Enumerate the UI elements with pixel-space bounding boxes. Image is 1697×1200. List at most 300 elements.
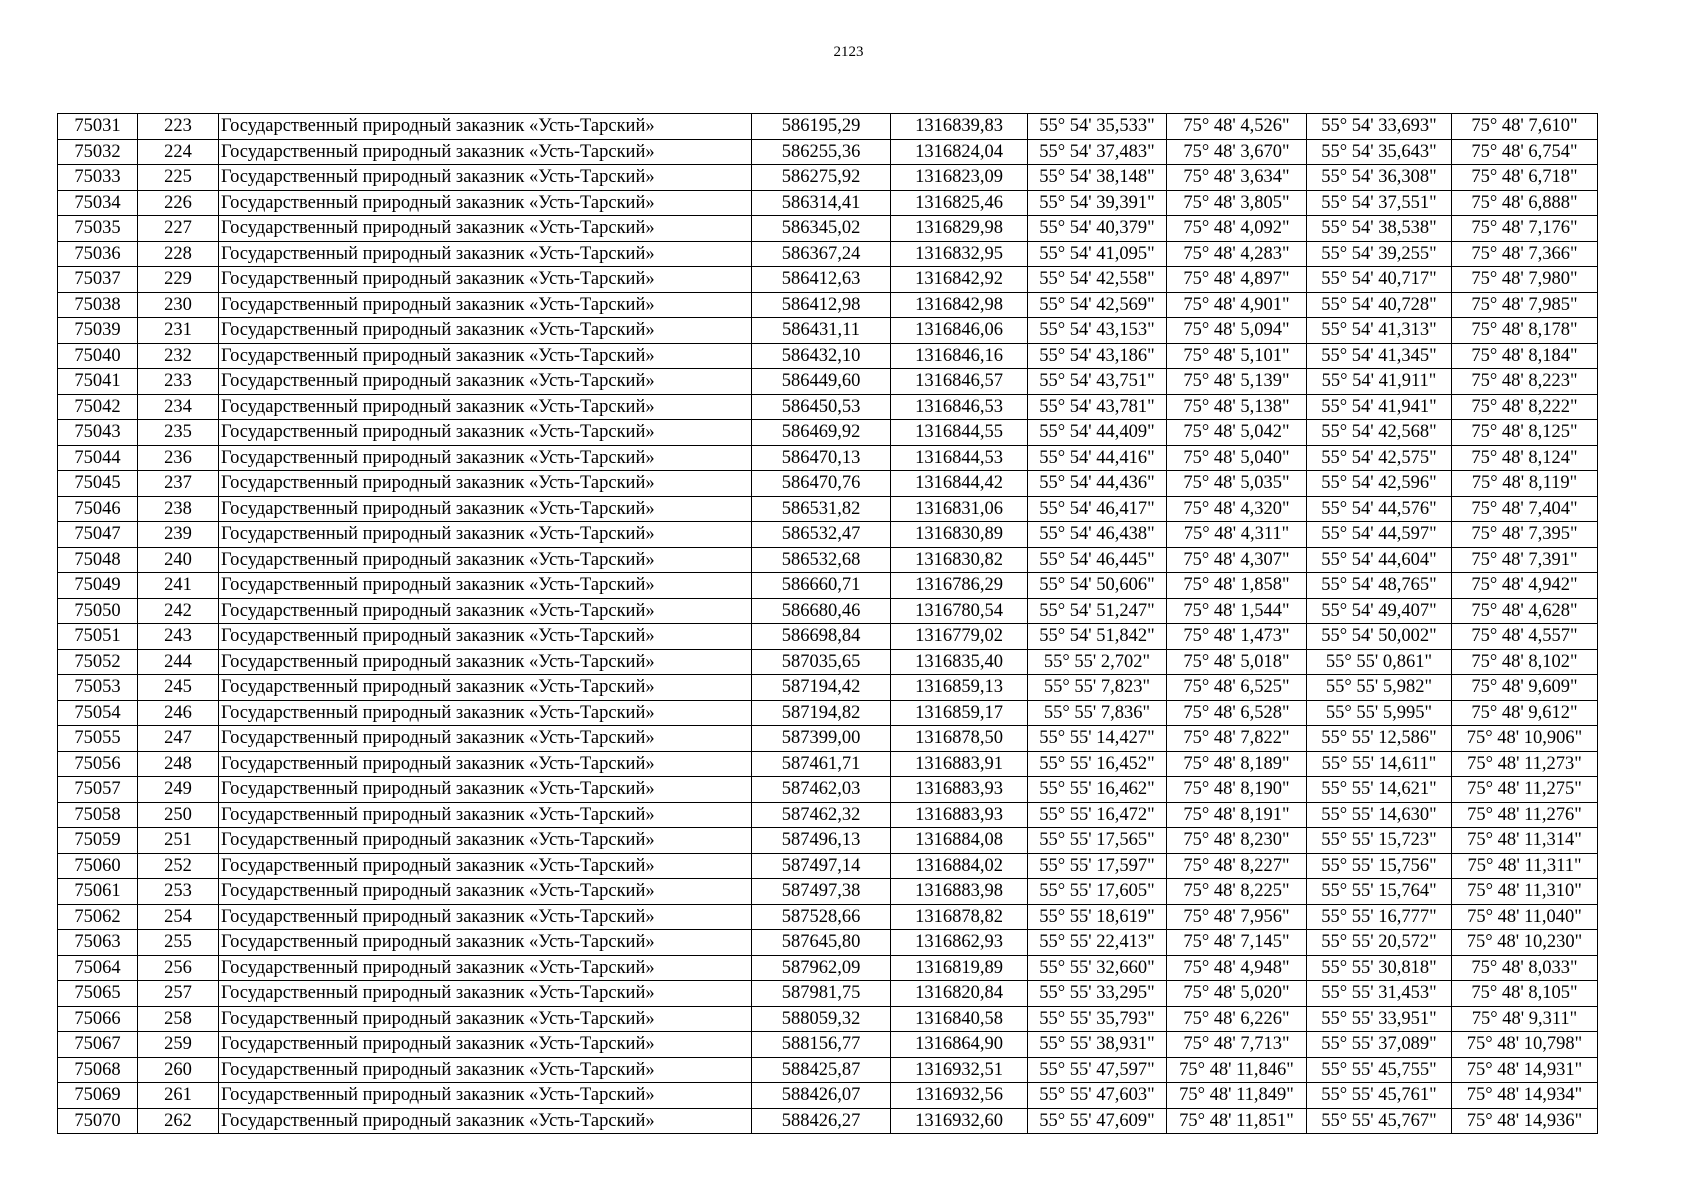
x-coord-cell: 587528,66 [752, 904, 891, 930]
row-id-cell: 75043 [58, 420, 138, 446]
table-row [58, 624, 1598, 650]
x-coord-cell: 587981,75 [752, 981, 891, 1007]
lat-1-cell: 55° 55' 18,619" [1028, 904, 1167, 930]
x-coord-cell: 587035,65 [752, 649, 891, 675]
lon-2-cell: 75° 48' 14,931" [1452, 1057, 1598, 1083]
y-coord-cell: 1316846,53 [891, 394, 1028, 420]
lon-2-cell: 75° 48' 7,176" [1452, 216, 1598, 242]
y-coord-cell: 1316824,04 [891, 139, 1028, 165]
lon-1-cell: 75° 48' 11,851" [1167, 1108, 1307, 1134]
table-row [58, 930, 1598, 956]
object-name-cell: Государственный природный заказник «Усть-Тарский» [219, 1108, 752, 1134]
table-body [58, 114, 1598, 1134]
lat-1-cell: 55° 55' 7,836" [1028, 700, 1167, 726]
lat-1-cell: 55° 55' 7,823" [1028, 675, 1167, 701]
table-row [58, 726, 1598, 752]
x-coord-cell: 587194,82 [752, 700, 891, 726]
row-id-cell: 75039 [58, 318, 138, 344]
y-coord-cell: 1316786,29 [891, 573, 1028, 599]
y-coord-cell: 1316839,83 [891, 114, 1028, 140]
object-name-cell: Государственный природный заказник «Усть-Тарский» [219, 445, 752, 471]
table-row [58, 394, 1598, 420]
lat-2-cell: 55° 55' 12,586" [1307, 726, 1452, 752]
lat-1-cell: 55° 55' 33,295" [1028, 981, 1167, 1007]
lon-2-cell: 75° 48' 11,275" [1452, 777, 1598, 803]
lon-1-cell: 75° 48' 4,897" [1167, 267, 1307, 293]
table-row [58, 1057, 1598, 1083]
point-number-cell: 245 [138, 675, 219, 701]
point-number-cell: 235 [138, 420, 219, 446]
lon-2-cell: 75° 48' 6,888" [1452, 190, 1598, 216]
y-coord-cell: 1316846,16 [891, 343, 1028, 369]
lat-1-cell: 55° 54' 35,533" [1028, 114, 1167, 140]
y-coord-cell: 1316779,02 [891, 624, 1028, 650]
y-coord-cell: 1316844,53 [891, 445, 1028, 471]
object-name-cell: Государственный природный заказник «Усть-Тарский» [219, 114, 752, 140]
table-row [58, 1006, 1598, 1032]
lat-1-cell: 55° 54' 46,417" [1028, 496, 1167, 522]
object-name-cell: Государственный природный заказник «Усть-Тарский» [219, 420, 752, 446]
x-coord-cell: 586470,76 [752, 471, 891, 497]
point-number-cell: 233 [138, 369, 219, 395]
x-coord-cell: 587399,00 [752, 726, 891, 752]
x-coord-cell: 588059,32 [752, 1006, 891, 1032]
lat-1-cell: 55° 55' 47,597" [1028, 1057, 1167, 1083]
x-coord-cell: 586195,29 [752, 114, 891, 140]
lon-2-cell: 75° 48' 14,936" [1452, 1108, 1598, 1134]
row-id-cell: 75046 [58, 496, 138, 522]
x-coord-cell: 587962,09 [752, 955, 891, 981]
object-name-cell: Государственный природный заказник «Усть-Тарский» [219, 649, 752, 675]
x-coord-cell: 586450,53 [752, 394, 891, 420]
lon-2-cell: 75° 48' 8,102" [1452, 649, 1598, 675]
table-row [58, 292, 1598, 318]
lat-1-cell: 55° 54' 41,095" [1028, 241, 1167, 267]
lat-2-cell: 55° 55' 15,723" [1307, 828, 1452, 854]
lat-1-cell: 55° 54' 42,558" [1028, 267, 1167, 293]
lon-2-cell: 75° 48' 7,391" [1452, 547, 1598, 573]
lat-2-cell: 55° 55' 31,453" [1307, 981, 1452, 1007]
object-name-cell: Государственный природный заказник «Усть-Тарский» [219, 853, 752, 879]
lon-1-cell: 75° 48' 7,713" [1167, 1032, 1307, 1058]
y-coord-cell: 1316829,98 [891, 216, 1028, 242]
lon-2-cell: 75° 48' 10,230" [1452, 930, 1598, 956]
row-id-cell: 75036 [58, 241, 138, 267]
row-id-cell: 75059 [58, 828, 138, 854]
table-row [58, 777, 1598, 803]
x-coord-cell: 587497,14 [752, 853, 891, 879]
object-name-cell: Государственный природный заказник «Усть-Тарский» [219, 1057, 752, 1083]
table-row [58, 267, 1598, 293]
y-coord-cell: 1316883,91 [891, 751, 1028, 777]
lon-1-cell: 75° 48' 8,230" [1167, 828, 1307, 854]
object-name-cell: Государственный природный заказник «Усть-Тарский» [219, 547, 752, 573]
lat-2-cell: 55° 54' 44,604" [1307, 547, 1452, 573]
y-coord-cell: 1316932,56 [891, 1083, 1028, 1109]
table-row [58, 955, 1598, 981]
table-row [58, 700, 1598, 726]
point-number-cell: 238 [138, 496, 219, 522]
row-id-cell: 75060 [58, 853, 138, 879]
row-id-cell: 75049 [58, 573, 138, 599]
row-id-cell: 75057 [58, 777, 138, 803]
lon-1-cell: 75° 48' 5,018" [1167, 649, 1307, 675]
row-id-cell: 75042 [58, 394, 138, 420]
point-number-cell: 234 [138, 394, 219, 420]
point-number-cell: 251 [138, 828, 219, 854]
y-coord-cell: 1316825,46 [891, 190, 1028, 216]
lat-2-cell: 55° 54' 42,568" [1307, 420, 1452, 446]
x-coord-cell: 586469,92 [752, 420, 891, 446]
y-coord-cell: 1316823,09 [891, 165, 1028, 191]
y-coord-cell: 1316831,06 [891, 496, 1028, 522]
lat-1-cell: 55° 55' 16,462" [1028, 777, 1167, 803]
point-number-cell: 259 [138, 1032, 219, 1058]
lat-1-cell: 55° 54' 44,416" [1028, 445, 1167, 471]
table-row [58, 1032, 1598, 1058]
lon-2-cell: 75° 48' 11,310" [1452, 879, 1598, 905]
lon-2-cell: 75° 48' 8,033" [1452, 955, 1598, 981]
point-number-cell: 244 [138, 649, 219, 675]
lat-1-cell: 55° 54' 43,153" [1028, 318, 1167, 344]
lon-2-cell: 75° 48' 6,754" [1452, 139, 1598, 165]
lat-1-cell: 55° 54' 37,483" [1028, 139, 1167, 165]
table-row [58, 496, 1598, 522]
lat-2-cell: 55° 54' 36,308" [1307, 165, 1452, 191]
row-id-cell: 75064 [58, 955, 138, 981]
lat-2-cell: 55° 54' 42,596" [1307, 471, 1452, 497]
lat-1-cell: 55° 54' 40,379" [1028, 216, 1167, 242]
x-coord-cell: 586431,11 [752, 318, 891, 344]
lon-2-cell: 75° 48' 4,628" [1452, 598, 1598, 624]
lat-2-cell: 55° 55' 45,761" [1307, 1083, 1452, 1109]
lat-2-cell: 55° 54' 38,538" [1307, 216, 1452, 242]
row-id-cell: 75037 [58, 267, 138, 293]
lat-2-cell: 55° 54' 40,728" [1307, 292, 1452, 318]
table-row [58, 802, 1598, 828]
row-id-cell: 75065 [58, 981, 138, 1007]
lat-1-cell: 55° 55' 35,793" [1028, 1006, 1167, 1032]
lat-2-cell: 55° 55' 37,089" [1307, 1032, 1452, 1058]
object-name-cell: Государственный природный заказник «Усть-Тарский» [219, 1032, 752, 1058]
table-row [58, 1108, 1598, 1134]
lat-2-cell: 55° 54' 44,597" [1307, 522, 1452, 548]
x-coord-cell: 586532,47 [752, 522, 891, 548]
table-row [58, 904, 1598, 930]
lon-1-cell: 75° 48' 4,901" [1167, 292, 1307, 318]
point-number-cell: 223 [138, 114, 219, 140]
point-number-cell: 261 [138, 1083, 219, 1109]
lon-2-cell: 75° 48' 4,557" [1452, 624, 1598, 650]
lon-1-cell: 75° 48' 1,544" [1167, 598, 1307, 624]
lon-1-cell: 75° 48' 8,190" [1167, 777, 1307, 803]
lat-1-cell: 55° 54' 44,436" [1028, 471, 1167, 497]
table-row [58, 190, 1598, 216]
lon-2-cell: 75° 48' 7,395" [1452, 522, 1598, 548]
lat-2-cell: 55° 54' 48,765" [1307, 573, 1452, 599]
lon-2-cell: 75° 48' 4,942" [1452, 573, 1598, 599]
lat-2-cell: 55° 55' 16,777" [1307, 904, 1452, 930]
table-row [58, 598, 1598, 624]
y-coord-cell: 1316820,84 [891, 981, 1028, 1007]
lon-2-cell: 75° 48' 8,184" [1452, 343, 1598, 369]
point-number-cell: 247 [138, 726, 219, 752]
lat-1-cell: 55° 55' 47,609" [1028, 1108, 1167, 1134]
x-coord-cell: 586532,68 [752, 547, 891, 573]
lon-1-cell: 75° 48' 4,311" [1167, 522, 1307, 548]
row-id-cell: 75055 [58, 726, 138, 752]
row-id-cell: 75063 [58, 930, 138, 956]
x-coord-cell: 588426,27 [752, 1108, 891, 1134]
point-number-cell: 241 [138, 573, 219, 599]
x-coord-cell: 586412,98 [752, 292, 891, 318]
table-row [58, 165, 1598, 191]
object-name-cell: Государственный природный заказник «Усть-Тарский» [219, 675, 752, 701]
lon-1-cell: 75° 48' 8,189" [1167, 751, 1307, 777]
table-row [58, 343, 1598, 369]
lat-1-cell: 55° 54' 46,438" [1028, 522, 1167, 548]
lon-2-cell: 75° 48' 8,124" [1452, 445, 1598, 471]
lon-1-cell: 75° 48' 3,634" [1167, 165, 1307, 191]
object-name-cell: Государственный природный заказник «Усть-Тарский» [219, 522, 752, 548]
lat-1-cell: 55° 54' 43,751" [1028, 369, 1167, 395]
x-coord-cell: 586412,63 [752, 267, 891, 293]
lat-2-cell: 55° 55' 14,630" [1307, 802, 1452, 828]
lat-1-cell: 55° 54' 38,148" [1028, 165, 1167, 191]
point-number-cell: 228 [138, 241, 219, 267]
table-row [58, 547, 1598, 573]
point-number-cell: 230 [138, 292, 219, 318]
table-row [58, 981, 1598, 1007]
lat-2-cell: 55° 54' 49,407" [1307, 598, 1452, 624]
x-coord-cell: 586432,10 [752, 343, 891, 369]
lat-1-cell: 55° 54' 43,186" [1028, 343, 1167, 369]
y-coord-cell: 1316844,42 [891, 471, 1028, 497]
object-name-cell: Государственный природный заказник «Усть-Тарский» [219, 981, 752, 1007]
lon-1-cell: 75° 48' 1,473" [1167, 624, 1307, 650]
row-id-cell: 75033 [58, 165, 138, 191]
point-number-cell: 249 [138, 777, 219, 803]
object-name-cell: Государственный природный заказник «Усть-Тарский» [219, 955, 752, 981]
lon-2-cell: 75° 48' 7,985" [1452, 292, 1598, 318]
row-id-cell: 75050 [58, 598, 138, 624]
x-coord-cell: 586345,02 [752, 216, 891, 242]
row-id-cell: 75069 [58, 1083, 138, 1109]
lon-1-cell: 75° 48' 5,042" [1167, 420, 1307, 446]
row-id-cell: 75052 [58, 649, 138, 675]
lon-2-cell: 75° 48' 9,311" [1452, 1006, 1598, 1032]
lon-2-cell: 75° 48' 11,273" [1452, 751, 1598, 777]
lon-2-cell: 75° 48' 8,125" [1452, 420, 1598, 446]
lat-2-cell: 55° 55' 5,995" [1307, 700, 1452, 726]
lon-1-cell: 75° 48' 7,956" [1167, 904, 1307, 930]
lat-2-cell: 55° 54' 50,002" [1307, 624, 1452, 650]
x-coord-cell: 586314,41 [752, 190, 891, 216]
x-coord-cell: 587462,03 [752, 777, 891, 803]
lat-1-cell: 55° 54' 42,569" [1028, 292, 1167, 318]
object-name-cell: Государственный природный заказник «Усть-Тарский» [219, 700, 752, 726]
row-id-cell: 75031 [58, 114, 138, 140]
lon-1-cell: 75° 48' 4,092" [1167, 216, 1307, 242]
row-id-cell: 75068 [58, 1057, 138, 1083]
object-name-cell: Государственный природный заказник «Усть-Тарский» [219, 1083, 752, 1109]
x-coord-cell: 588156,77 [752, 1032, 891, 1058]
lon-2-cell: 75° 48' 7,366" [1452, 241, 1598, 267]
y-coord-cell: 1316884,02 [891, 853, 1028, 879]
table-row [58, 573, 1598, 599]
point-number-cell: 229 [138, 267, 219, 293]
lon-2-cell: 75° 48' 9,612" [1452, 700, 1598, 726]
x-coord-cell: 588425,87 [752, 1057, 891, 1083]
lat-1-cell: 55° 55' 32,660" [1028, 955, 1167, 981]
object-name-cell: Государственный природный заказник «Усть-Тарский» [219, 267, 752, 293]
point-number-cell: 246 [138, 700, 219, 726]
lon-2-cell: 75° 48' 10,906" [1452, 726, 1598, 752]
lon-2-cell: 75° 48' 7,610" [1452, 114, 1598, 140]
lat-2-cell: 55° 55' 33,951" [1307, 1006, 1452, 1032]
object-name-cell: Государственный природный заказник «Усть-Тарский» [219, 471, 752, 497]
point-number-cell: 260 [138, 1057, 219, 1083]
point-number-cell: 231 [138, 318, 219, 344]
object-name-cell: Государственный природный заказник «Усть-Тарский» [219, 216, 752, 242]
lat-2-cell: 55° 54' 44,576" [1307, 496, 1452, 522]
x-coord-cell: 586449,60 [752, 369, 891, 395]
lat-2-cell: 55° 54' 39,255" [1307, 241, 1452, 267]
point-number-cell: 250 [138, 802, 219, 828]
table-row [58, 369, 1598, 395]
lon-2-cell: 75° 48' 8,119" [1452, 471, 1598, 497]
lat-2-cell: 55° 55' 15,756" [1307, 853, 1452, 879]
point-number-cell: 243 [138, 624, 219, 650]
lon-2-cell: 75° 48' 7,980" [1452, 267, 1598, 293]
table-row [58, 879, 1598, 905]
lon-1-cell: 75° 48' 8,227" [1167, 853, 1307, 879]
y-coord-cell: 1316932,60 [891, 1108, 1028, 1134]
point-number-cell: 254 [138, 904, 219, 930]
table-row [58, 445, 1598, 471]
point-number-cell: 258 [138, 1006, 219, 1032]
row-id-cell: 75038 [58, 292, 138, 318]
y-coord-cell: 1316859,13 [891, 675, 1028, 701]
lon-2-cell: 75° 48' 8,105" [1452, 981, 1598, 1007]
x-coord-cell: 586698,84 [752, 624, 891, 650]
table-row [58, 853, 1598, 879]
lon-2-cell: 75° 48' 11,040" [1452, 904, 1598, 930]
row-id-cell: 75061 [58, 879, 138, 905]
lat-2-cell: 55° 55' 20,572" [1307, 930, 1452, 956]
point-number-cell: 232 [138, 343, 219, 369]
row-id-cell: 75056 [58, 751, 138, 777]
lat-2-cell: 55° 54' 40,717" [1307, 267, 1452, 293]
object-name-cell: Государственный природный заказник «Усть-Тарский» [219, 777, 752, 803]
table-row [58, 471, 1598, 497]
lon-2-cell: 75° 48' 14,934" [1452, 1083, 1598, 1109]
x-coord-cell: 586680,46 [752, 598, 891, 624]
lon-1-cell: 75° 48' 5,139" [1167, 369, 1307, 395]
point-number-cell: 237 [138, 471, 219, 497]
object-name-cell: Государственный природный заказник «Усть-Тарский» [219, 802, 752, 828]
row-id-cell: 75051 [58, 624, 138, 650]
y-coord-cell: 1316844,55 [891, 420, 1028, 446]
row-id-cell: 75044 [58, 445, 138, 471]
lon-1-cell: 75° 48' 4,307" [1167, 547, 1307, 573]
object-name-cell: Государственный природный заказник «Усть-Тарский» [219, 165, 752, 191]
y-coord-cell: 1316864,90 [891, 1032, 1028, 1058]
y-coord-cell: 1316859,17 [891, 700, 1028, 726]
object-name-cell: Государственный природный заказник «Усть-Тарский» [219, 624, 752, 650]
y-coord-cell: 1316819,89 [891, 955, 1028, 981]
x-coord-cell: 588426,07 [752, 1083, 891, 1109]
table-row [58, 114, 1598, 140]
table-row [58, 828, 1598, 854]
lat-2-cell: 55° 54' 41,941" [1307, 394, 1452, 420]
x-coord-cell: 586531,82 [752, 496, 891, 522]
x-coord-cell: 586275,92 [752, 165, 891, 191]
lon-1-cell: 75° 48' 4,320" [1167, 496, 1307, 522]
object-name-cell: Государственный природный заказник «Усть-Тарский» [219, 318, 752, 344]
lat-2-cell: 55° 54' 42,575" [1307, 445, 1452, 471]
lat-1-cell: 55° 55' 38,931" [1028, 1032, 1167, 1058]
row-id-cell: 75032 [58, 139, 138, 165]
x-coord-cell: 587194,42 [752, 675, 891, 701]
lat-2-cell: 55° 55' 30,818" [1307, 955, 1452, 981]
lon-2-cell: 75° 48' 9,609" [1452, 675, 1598, 701]
lon-1-cell: 75° 48' 6,528" [1167, 700, 1307, 726]
row-id-cell: 75035 [58, 216, 138, 242]
table-row [58, 751, 1598, 777]
point-number-cell: 252 [138, 853, 219, 879]
lon-1-cell: 75° 48' 5,020" [1167, 981, 1307, 1007]
object-name-cell: Государственный природный заказник «Усть-Тарский» [219, 573, 752, 599]
object-name-cell: Государственный природный заказник «Усть-Тарский» [219, 726, 752, 752]
object-name-cell: Государственный природный заказник «Усть-Тарский» [219, 190, 752, 216]
object-name-cell: Государственный природный заказник «Усть-Тарский» [219, 828, 752, 854]
lon-1-cell: 75° 48' 4,948" [1167, 955, 1307, 981]
row-id-cell: 75053 [58, 675, 138, 701]
lat-2-cell: 55° 55' 14,621" [1307, 777, 1452, 803]
lon-1-cell: 75° 48' 8,225" [1167, 879, 1307, 905]
lat-2-cell: 55° 54' 35,643" [1307, 139, 1452, 165]
lon-2-cell: 75° 48' 8,178" [1452, 318, 1598, 344]
table-row [58, 1083, 1598, 1109]
point-number-cell: 227 [138, 216, 219, 242]
y-coord-cell: 1316832,95 [891, 241, 1028, 267]
lon-2-cell: 75° 48' 11,276" [1452, 802, 1598, 828]
y-coord-cell: 1316835,40 [891, 649, 1028, 675]
row-id-cell: 75058 [58, 802, 138, 828]
lon-2-cell: 75° 48' 11,314" [1452, 828, 1598, 854]
row-id-cell: 75067 [58, 1032, 138, 1058]
x-coord-cell: 587462,32 [752, 802, 891, 828]
point-number-cell: 236 [138, 445, 219, 471]
y-coord-cell: 1316883,98 [891, 879, 1028, 905]
row-id-cell: 75054 [58, 700, 138, 726]
page-number: 2123 [833, 44, 864, 60]
lon-1-cell: 75° 48' 7,145" [1167, 930, 1307, 956]
lon-1-cell: 75° 48' 5,035" [1167, 471, 1307, 497]
point-number-cell: 242 [138, 598, 219, 624]
lat-1-cell: 55° 54' 51,842" [1028, 624, 1167, 650]
lat-2-cell: 55° 54' 41,313" [1307, 318, 1452, 344]
point-number-cell: 253 [138, 879, 219, 905]
lon-2-cell: 75° 48' 8,223" [1452, 369, 1598, 395]
row-id-cell: 75040 [58, 343, 138, 369]
point-number-cell: 239 [138, 522, 219, 548]
lon-1-cell: 75° 48' 5,094" [1167, 318, 1307, 344]
lon-1-cell: 75° 48' 5,040" [1167, 445, 1307, 471]
object-name-cell: Государственный природный заказник «Усть-Тарский» [219, 879, 752, 905]
point-number-cell: 256 [138, 955, 219, 981]
